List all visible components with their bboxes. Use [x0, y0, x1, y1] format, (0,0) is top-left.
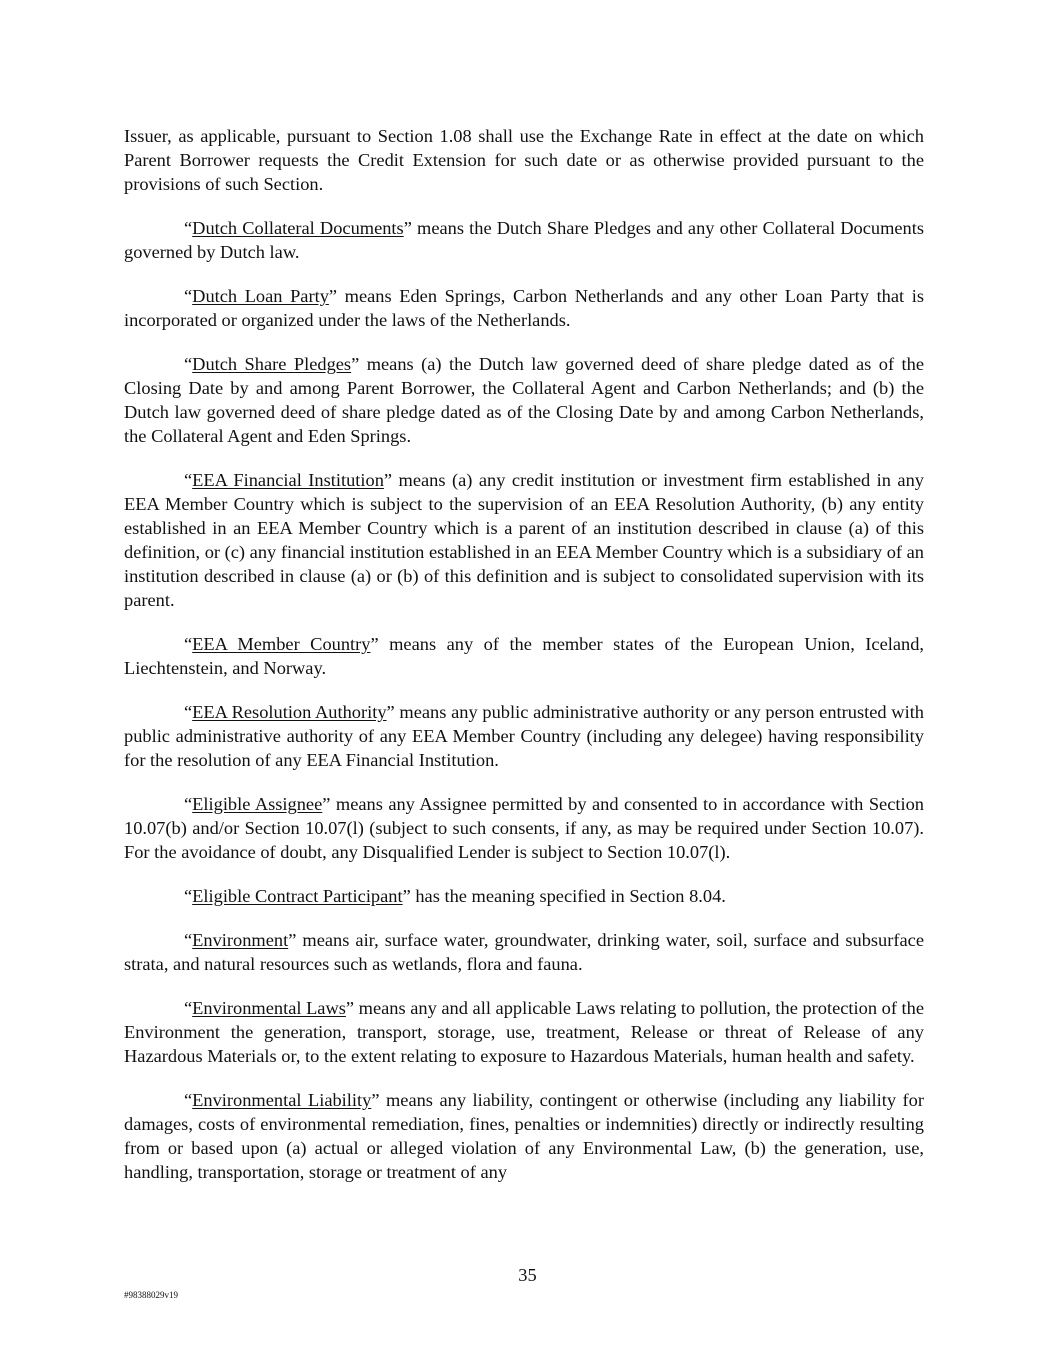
definition-text: ” means any of the member states of the European Union, Iceland, Liechtenstein, and Norway.: [124, 634, 924, 678]
defined-term: Environment: [192, 930, 289, 950]
defined-term: Environmental Liability: [192, 1090, 372, 1110]
open-quote: “: [184, 998, 193, 1018]
definition-text: ” has the meaning specified in Section 8.04.: [402, 886, 726, 906]
defined-term: Eligible Assignee: [192, 794, 323, 814]
open-quote: “: [184, 886, 193, 906]
definition-text: ” means (a) any credit institution or investment firm established in any EEA Member Country which is subject to the supervision of an EEA Resolution Authority, (b) any entity established in an EEA Member Country which is a parent of an institution described in clause (a) of this definition, or (c) any financial institution established in an EEA Member Country which is a subsidiary of an institution described in clause (a) or (b) of this definition and is subject to consolidated supervision with its parent.: [124, 470, 924, 610]
defined-term: EEA Financial Institution: [192, 470, 384, 490]
open-quote: “: [184, 286, 193, 306]
open-quote: “: [184, 702, 193, 722]
document-id: #98388029v19: [124, 1290, 178, 1300]
open-quote: “: [184, 1090, 193, 1110]
defined-term: EEA Resolution Authority: [192, 702, 387, 722]
definition-eea-resolution-authority: [124, 700, 924, 772]
defined-term: EEA Member Country: [192, 634, 371, 654]
open-quote: “: [184, 930, 193, 950]
definition-text: ” means any liability, contingent or otherwise (including any liability for damages, costs of environmental remediation, fines, penalties or indemnities) directly or indirectly resulting from or based upon (a) actual or alleged violation of any Environmental Law, (b) the generation, use, handling, transportation, storage or treatment of any: [124, 1090, 924, 1182]
open-quote: “: [184, 634, 193, 654]
open-quote: “: [184, 470, 193, 490]
definition-text: ” means any and all applicable Laws relating to pollution, the protection of the Environment the generation, transport, storage, use, treatment, Release or threat of Release of any Hazardous Materials or, to the extent relating to exposure to Hazardous Materials, human health and safety.: [124, 998, 925, 1066]
open-quote: “: [184, 794, 193, 814]
document-body: [124, 124, 924, 1204]
open-quote: “: [184, 218, 193, 238]
definition-eea-member-country: [124, 632, 924, 680]
definition-eligible-assignee: [124, 792, 924, 864]
definition-text: ” means the Dutch Share Pledges and any other Collateral Documents governed by Dutch law.: [124, 218, 924, 262]
definition-text: ” means any public administrative authority or any person entrusted with public administrative authority of any EEA Member Country (including any delegee) having responsibility for the resolution of any EEA Financial Institution.: [124, 702, 925, 770]
page-number: 35: [518, 1265, 537, 1285]
definition-text: ” means any Assignee permitted by and consented to in accordance with Section 10.07(b) and/or Section 10.07(l) (subject to such consents, if any, as may be required under Section 10.07). For the avoidance of doubt, any Disqualified Lender is subject to Section 10.07(l).: [124, 794, 924, 862]
definition-environment: [124, 928, 924, 976]
open-quote: “: [184, 354, 193, 374]
defined-term: Environmental Laws: [192, 998, 346, 1018]
defined-term: Dutch Collateral Documents: [192, 218, 404, 238]
definition-environmental-laws: [124, 996, 924, 1068]
definition-eligible-contract-participant: [124, 884, 924, 908]
definition-text: ” means (a) the Dutch law governed deed of share pledge dated as of the Closing Date by and among Parent Borrower, the Collateral Agent and Carbon Netherlands; and (b) the Dutch law governed deed of share pledge dated as of the Closing Date by and among Carbon Netherlands, the Collateral Agent and Eden Springs.: [124, 354, 924, 446]
defined-term: Dutch Share Pledges: [192, 354, 352, 374]
definition-dutch-share-pledges: [124, 352, 924, 448]
definition-text: ” means Eden Springs, Carbon Netherlands and any other Loan Party that is incorporated or organized under the laws of the Netherlands.: [124, 286, 925, 330]
opening-paragraph: Issuer, as applicable, pursuant to Section 1.08 shall use the Exchange Rate in effect at the date on which Parent Borrower requests the Credit Extension for such date or as otherwise provided pursuant to the provisions of such Section.: [124, 126, 924, 194]
definition-dutch-collateral-documents: [124, 216, 924, 264]
definition-eea-financial-institution: [124, 468, 924, 612]
definition-text: ” means air, surface water, groundwater, drinking water, soil, surface and subsurface strata, and natural resources such as wetlands, flora and fauna.: [124, 930, 924, 974]
defined-term: Dutch Loan Party: [192, 286, 329, 306]
definition-dutch-loan-party: [124, 284, 924, 332]
defined-term: Eligible Contract Participant: [192, 886, 403, 906]
definition-environmental-liability: [124, 1088, 924, 1184]
